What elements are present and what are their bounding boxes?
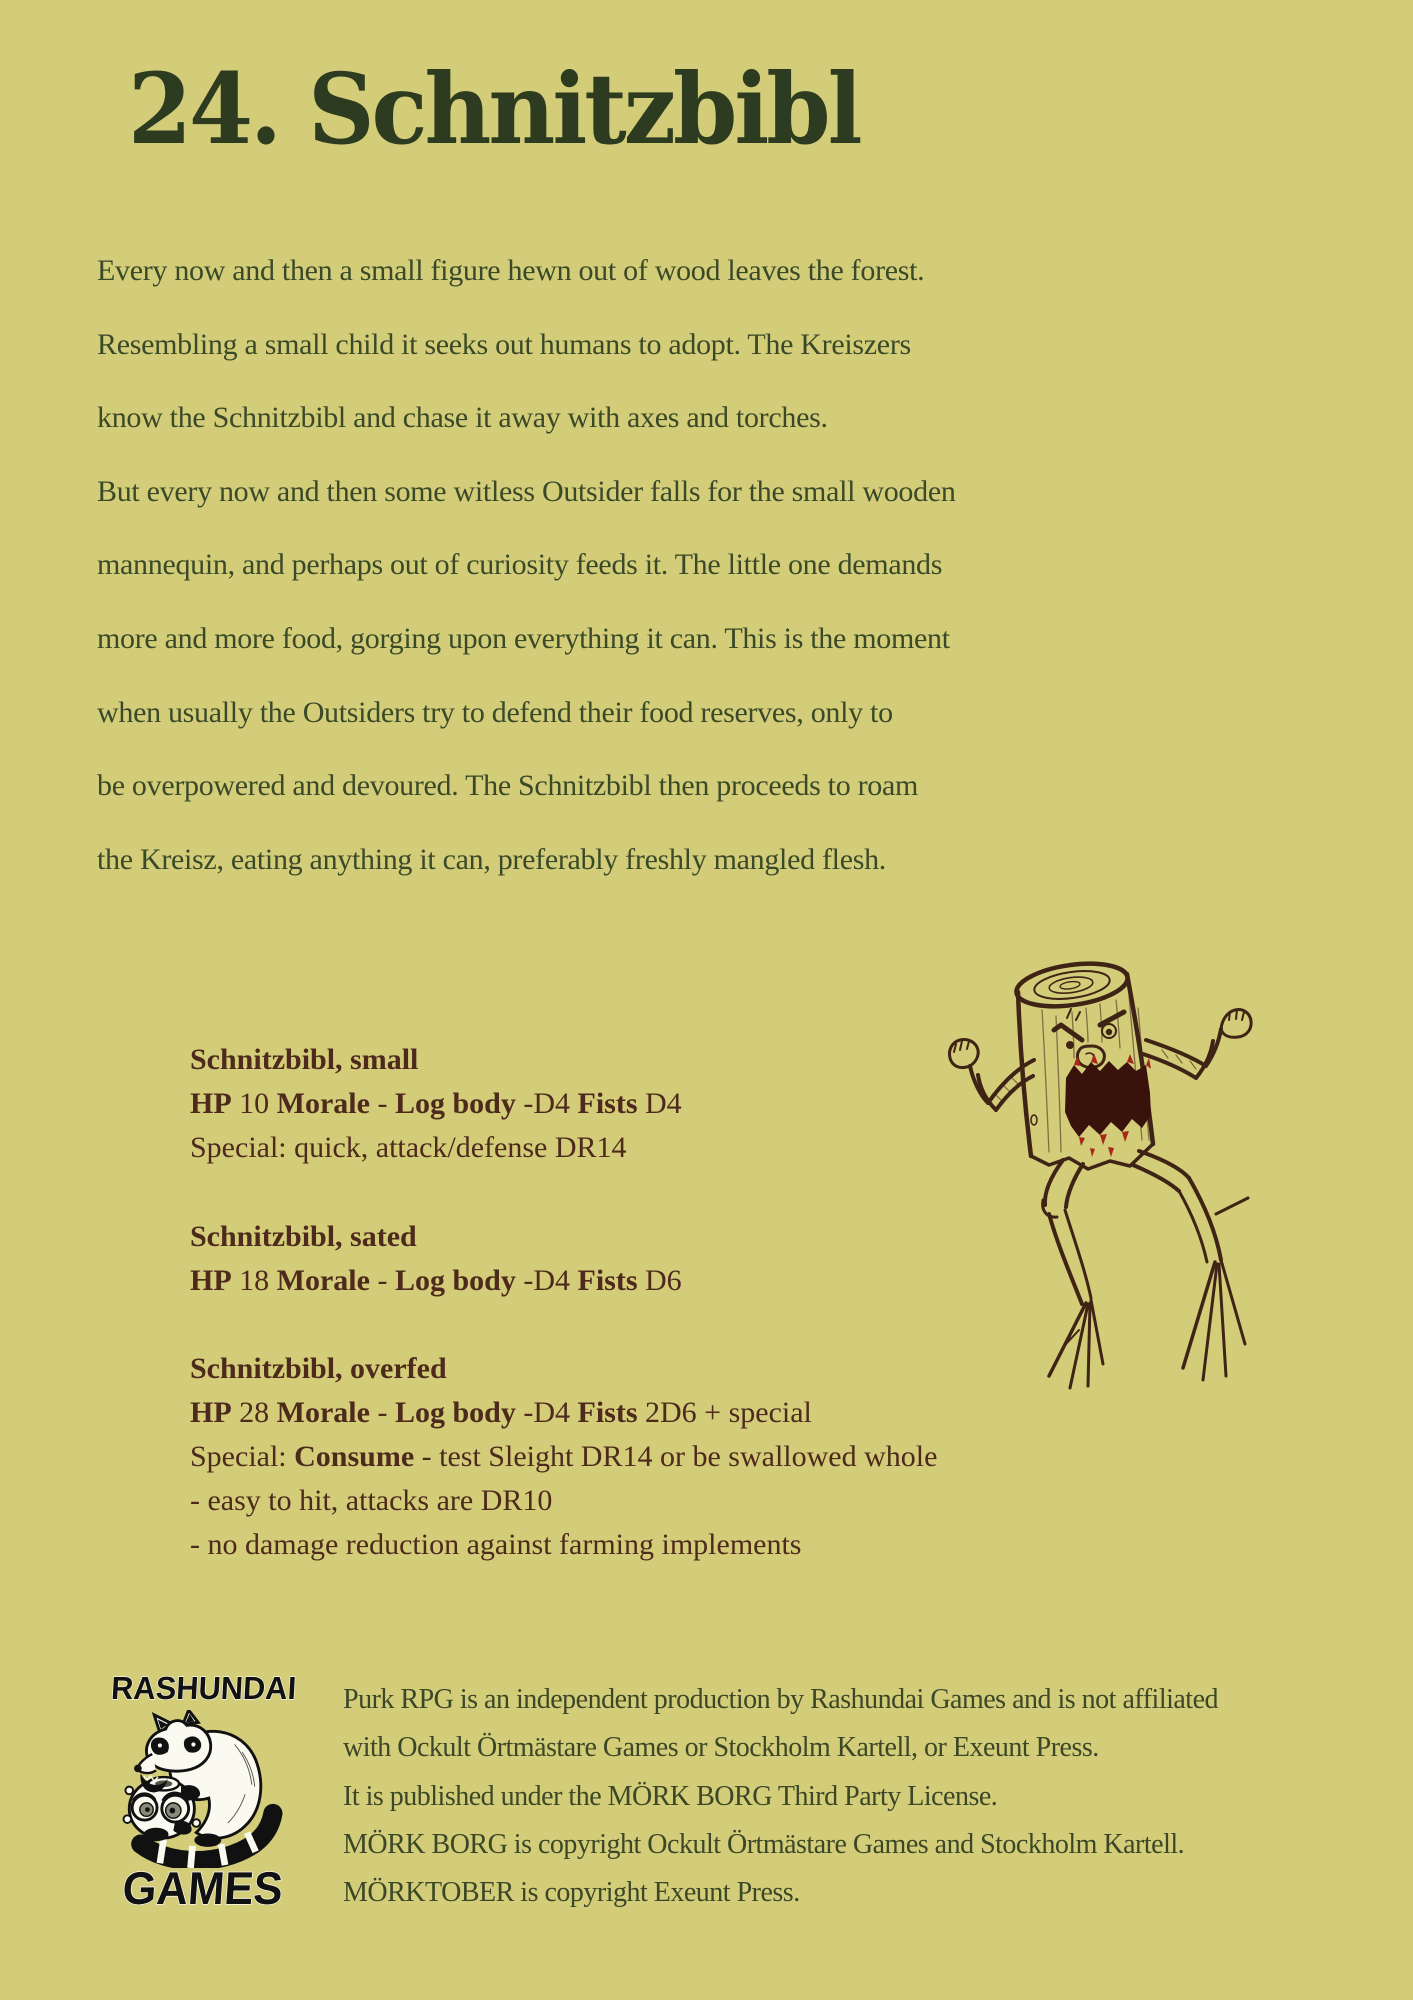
armor-value: -D4 [515,1264,578,1297]
body-line: But every now and then some witless Outsider falls for the small wooden [97,474,956,508]
legal-line: with Ockult Örtmästare Games or Stockholm Kartell, or Exeunt Press. [343,1732,1099,1764]
separator: - [369,1087,395,1120]
left-leg [1043,1160,1103,1388]
stat-note: - easy to hit, attacks are DR10 [190,1484,553,1517]
consume-label: Consume [294,1440,415,1473]
damage-value: D6 [637,1264,682,1297]
stat-title: Schnitzbibl, overfed [190,1352,447,1385]
object-opening [144,1828,169,1841]
armor-value: -D4 [515,1087,578,1120]
morale-label: Morale [276,1396,370,1429]
hp-label: HP [190,1087,232,1120]
body-line: the Kreisz, eating anything it can, preferably freshly mangled flesh. [97,842,887,876]
legal-line: MÖRK BORG is copyright Ockult Örtmästare Games and Stockholm Kartell. [343,1828,1185,1860]
legal-line: Purk RPG is an independent production by Rashundai Games and is not affiliated [343,1684,1219,1715]
legal-line: MÖRKTOBER is copyright Exeunt Press. [343,1877,800,1909]
body-label: Log body [394,1087,516,1120]
separator: - [369,1264,395,1297]
body-line: know the Schnitzbibl and chase it away with axes and torches. [97,401,828,435]
left-eyebrow [1054,1025,1082,1040]
morale-label: Morale [276,1264,370,1297]
logo-games-text [98,1856,312,1918]
creature-face [1054,1009,1124,1067]
hp-value: 18 [231,1264,277,1297]
separator: - [369,1396,395,1429]
hp-label: HP [190,1264,232,1297]
stat-title: Schnitzbibl, small [190,1043,419,1076]
raccoon-hind-foot [194,1834,221,1847]
body-line: mannequin, and perhaps out of curiosity feeds it. The little one demands [97,548,943,582]
hp-label: HP [190,1396,232,1429]
logo-top-label: RASHUNDAI [110,1670,305,1706]
body-line: be overpowered and devoured. The Schnitzbibl then proceeds to roam [97,769,919,803]
legal-line: It is published under the MÖRK BORG Third Party License. [343,1780,998,1812]
stat-line-hp [190,1391,1190,1435]
fists-label: Fists [577,1087,638,1120]
hp-value: 10 [231,1087,277,1120]
body-label: Log body [394,1396,516,1429]
logo-rashundai-text [100,1664,310,1710]
fists-label: Fists [577,1264,638,1297]
body-line: more and more food, gorging upon everything it can. This is the moment [97,621,950,655]
armor-value: -D4 [515,1396,578,1429]
stat-line-special: Special: quick, attack/defense DR14 [190,1131,627,1164]
page-title: 24. Schnitzbibl [128,51,860,167]
stat-line-special [190,1435,1190,1479]
stat-note: - no damage reduction against farming implements [190,1528,802,1561]
right-leg [1133,1151,1248,1380]
right-arm [1143,1010,1251,1078]
body-line: when usually the Outsiders try to defend their food reserves, only to [97,695,893,729]
fists-label: Fists [577,1396,638,1429]
special-prefix: Special: [190,1440,295,1473]
body-label: Log body [394,1264,516,1297]
left-fist [949,1039,978,1067]
left-eye [1066,1041,1074,1049]
body-text [97,234,1177,896]
special-rest: - test Sleight DR14 or be swallowed whole [414,1440,938,1473]
hp-value: 28 [231,1396,277,1429]
damage-value: 2D6 + special [637,1396,812,1429]
nose [134,1765,142,1773]
logo-bottom-label: GAMES [120,1862,294,1914]
raccoon-logo-illustration [108,1710,298,1868]
right-eyebrow [1100,1012,1124,1025]
body-line: Every now and then a small figure hewn out of wood leaves the forest. [97,254,925,287]
mouth [1065,1053,1151,1157]
body-line: Resembling a small child it seeks out humans to adopt. The Kreiszers [97,327,911,361]
legal-text [343,1676,1363,1917]
damage-value: D4 [637,1087,682,1120]
morale-label: Morale [276,1087,370,1120]
stat-title: Schnitzbibl, sated [190,1220,417,1253]
schnitzbibl-creature-illustration [930,948,1285,1393]
log-top-rings [1014,957,1130,1012]
